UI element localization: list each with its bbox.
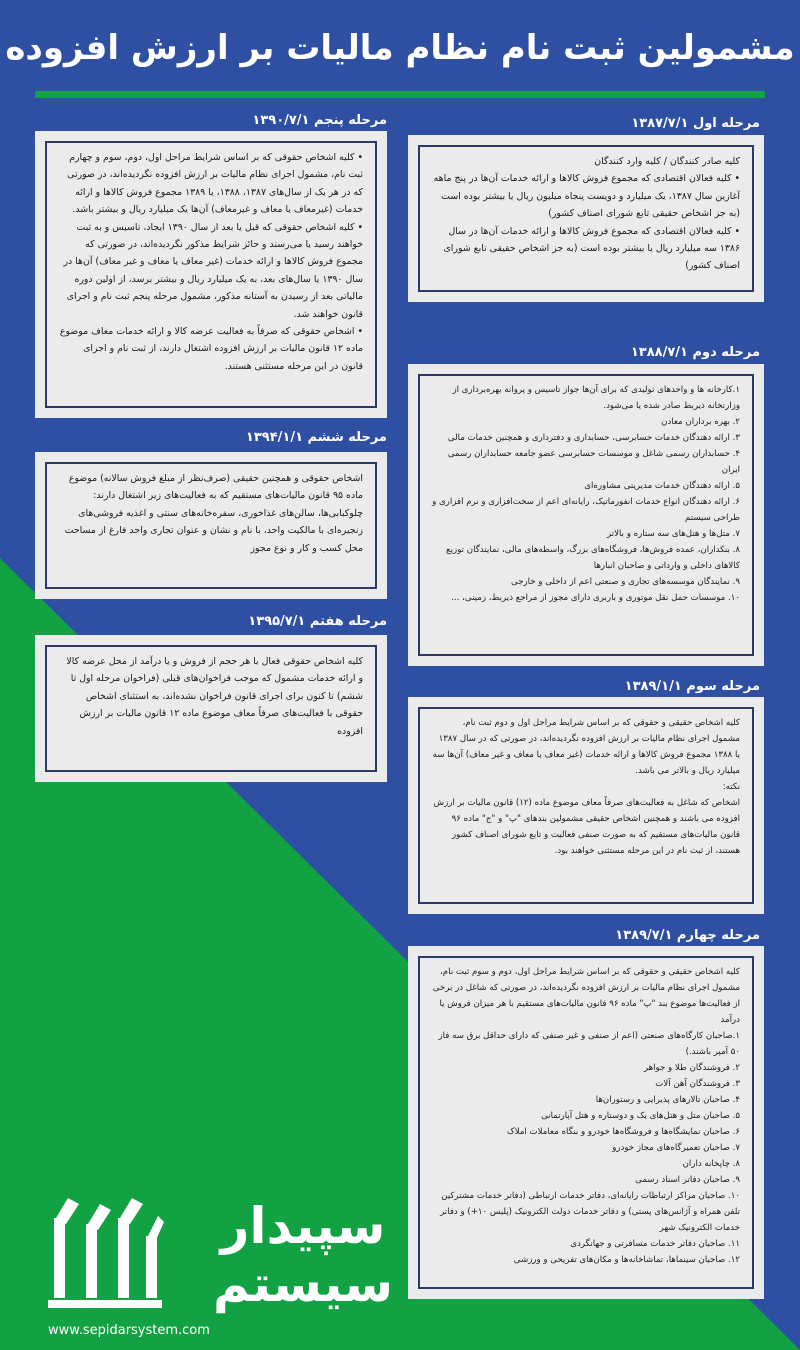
list-item: ۱۰. موسسات حمل نقل موتوری و باربری دارای مجوز از مراجع ذیربط، زمینی، ... — [451, 593, 740, 603]
stage-1-box — [408, 135, 764, 302]
list-item: ۵. صاحبان متل و هتل‌های یک و دوستاره و هتل آپارتمانی — [541, 1111, 740, 1121]
stage-3-note-label: نکته: — [722, 782, 740, 792]
stage-6-line: اشخاص حقوقی و همچنین حقیقی (صرف‌نظر از مبلغ فروش سالانه) موضوع ماده ۹۵ قانون مالیات‌های مستقیم که به فعالیت‌های زیر اشتغال دارند: چلوکبابی‌ها، سالن‌های غذاخوری، سفره‌خانه‌های سنتی و اغذیه فروشی‌های زنجیره‌ای با مالکیت واحد، با نام و نشان و عنوان تجاری واحد فارغ از مساحت محل کسب و کار و نوع مجوز — [64, 473, 363, 554]
list-item: ۴. حسابداران رسمی شاغل و موسسات حسابرسی عضو جامعه حسابداران رسمی ایران — [447, 449, 740, 475]
logo-text-line-2: سیستم — [212, 1255, 394, 1313]
stage-3-title: مرحله سوم ۱۳۸۹/۱/۱ — [624, 679, 760, 694]
stage-3-line: کلیه اشخاص حقیقی و حقوقی که بر اساس شرایط مراحل اول و دوم ثبت نام، مشمول اجرای نظام مالیات بر ارزش افزوده نگردیده‌اند، در صورتی که در سال ۱۳۸۷ یا ۱۳۸۸ مجموع فروش کالاها و ارائه خدمات (غیر معاف یا معاف و غیر معاف) آن‌ها سه میلیارد ریال و بالاتر می باشد. — [432, 718, 740, 776]
list-item: ۹. صاحبان دفاتر اسناد رسمی — [635, 1175, 740, 1185]
stage-7-line: کلیه اشخاص حقوقی فعال با هر حجم از فروش و یا درآمد از محل عرضه کالا و ارائه خدمات مشمول که موجب فراخوان‌های قبلی (فراخوان مرحله اول تا ششم) تا کنون برای اجرای قانون فراخوان نشده‌اند، به استثنای اشخاص حقوقی با فعالیت‌های صرفاً معاف موضوع ماده ۱۲ قانون مالیات بر ارزش افزوده — [66, 656, 363, 737]
stage-5-box — [35, 131, 387, 418]
stage-7-box — [35, 635, 387, 782]
stage-3-content — [418, 707, 754, 904]
stage-1-line: کلیه صادر کنندگان / کلیه وارد کنندگان — [594, 156, 740, 167]
stage-2-content — [418, 374, 754, 656]
stage-5-line: • کلیه اشخاص حقوقی که قبل یا بعد از سال ۱۳۹۰ ایجاد، تاسیس و به ثبت خواهند رسید یا می‌رسند و حائز شرایط مذکور نگردیده‌اند، در صورتی که مجموع فروش کالاها و ارائه خدمات (غیر معاف یا معاف و غیر معاف) آن‌ها در سال ۱۳۹۰ یا سال‌های بعد، به یک میلیارد ریال و بیشتر برسد، از اولین دوره مالیاتی بعد از رسیدن به آستانه مذکور، مشمول مرحله پنجم ثبت نام و اجرای قانون خواهند شد. — [63, 221, 363, 320]
stage-3-box — [408, 697, 764, 914]
title-divider — [35, 91, 765, 98]
stage-5-content — [45, 141, 377, 408]
stage-1-content — [418, 145, 754, 292]
stage-5-line: • اشخاص حقوقی که صرفاً به فعالیت عرضه کالا و ارائه خدمات معاف موضوع ماده ۱۲ قانون مالیات بر ارزش افزوده اشتغال دارند، از ثبت نام و اجرای قانون در این مرحله مستثنی هستند. — [59, 326, 363, 372]
list-item: ۱۲. صاحبان سینماها، تماشاخانه‌ها و مکان‌های تفریحی و ورزشی — [513, 1255, 740, 1265]
stage-7-content — [45, 645, 377, 772]
list-item: ۶. صاحبان نمایشگاه‌ها و فروشگاه‌ها خودرو و بنگاه معاملات املاک — [507, 1127, 740, 1137]
stage-7-title: مرحله هفتم ۱۳۹۵/۷/۱ — [248, 614, 387, 629]
list-item: ۳. ارائه دهندگان خدمات حسابرسی، حسابداری و دفترداری و همچنین خدمات مالی — [447, 433, 740, 443]
list-item: ۵. ارائه دهندگان خدمات مدیریتی مشاوره‌ای — [584, 481, 740, 491]
list-item: ۸. بنکداران، عمده فروش‌ها، فروشگاه‌های بزرگ، واسطه‌های مالی، نمایندگان توزیع کالاهای داخلی و وارداتی و صاحبان انبارها — [446, 545, 740, 571]
list-item: ۸. چاپخانه داران — [682, 1159, 740, 1169]
stage-3-line: اشخاص که شاغل به فعالیت‌های صرفاً معاف موضوع ماده (۱۲) قانون مالیات بر ارزش افزوده می باشند و همچنین اشخاص حقیقی مشمولین بندهای "پ" و "ج" ماده ۹۶ قانون مالیات‌های مستقیم که به صورت صنفی فعالیت و تابع شورای اصناف کشور هستند، از ثبت نام در این مرحله مستثنی خواهند بود. — [433, 798, 740, 856]
stage-4-intro: کلیه اشخاص حقیقی و حقوقی که بر اساس شرایط مراحل اول، دوم و سوم ثبت نام، مشمول اجرای نظام مالیات بر ارزش افزوده نگردیده‌اند، در صورتی که شاغل در برخی از فعالیت‌ها موضوع بند "پ" ماده ۹۶ قانون مالیات‌های مستقیم با هر میزان فروش یا درآمد — [432, 967, 740, 1025]
list-item: ۱.صاحبان کارگاه‌های صنعتی (اعم از صنفی و غیر صنفی که دارای حداقل برق سه فاز ۵۰ آمپر باشند.) — [438, 1031, 740, 1057]
stage-1-title: مرحله اول ۱۳۸۷/۷/۱ — [631, 116, 760, 131]
stage-6-box — [35, 452, 387, 599]
website-url: www.sepidarsystem.com — [48, 1323, 210, 1338]
sepidar-logo-icon — [46, 1196, 164, 1310]
list-item: ۱۱. صاحبان دفاتر خدمات مسافرتی و جهانگردی — [570, 1239, 740, 1249]
sepidar-logo — [38, 1196, 428, 1316]
stage-5-title: مرحله پنجم ۱۳۹۰/۷/۱ — [252, 113, 387, 128]
list-item: ۴. صاحبان تالارهای پذیرایی و رستوران‌ها — [595, 1095, 740, 1105]
list-item: ۳. فروشندگان آهن آلات — [655, 1079, 740, 1089]
stage-4-content — [418, 956, 754, 1289]
stage-4-title: مرحله چهارم ۱۳۸۹/۷/۱ — [615, 928, 760, 943]
stage-6-content — [45, 462, 377, 589]
logo-text-line-1: سپیدار — [220, 1197, 386, 1255]
list-item: ۶. ارائه دهندگان انواع خدمات انفورماتیک، رایانه‌ای اعم از سخت‌افزاری و نرم افزاری و طراحی سیستم — [432, 497, 740, 523]
stage-1-line: • کلیه فعالان اقتصادی که مجموع فروش کالاها و ارائه خدمات آن‌ها در سال ۱۳۸۶ سه میلیارد ریال یا بیشتر بوده است (به جز اشخاص حقیقی تابع شورای اصناف کشور) — [443, 225, 740, 272]
stage-6-title: مرحله ششم ۱۳۹۴/۱/۱ — [245, 430, 387, 445]
list-item: ۷. متل‌ها و هتل‌های سه ستاره و بالاتر — [606, 529, 740, 539]
list-item: ۹. نمایندگان موسسه‌های تجاری و صنعتی اعم از داخلی و خارجی — [511, 577, 740, 587]
stage-5-line: • کلیه اشخاص حقوقی که بر اساس شرایط مراحل اول، دوم، سوم و چهارم ثبت نام، مشمول اجرای نظام مالیات بر ارزش افزوده نگردیده‌اند، در صورتی که در هر یک از سال‌های ۱۳۸۷، ۱۳۸۸، یا ۱۳۸۹ مجموع فروش کالاها و ارائه خدمات (غیرمعاف یا معاف و غیرمعاف) آن‌ها یک میلیارد ریال و بیشتر باشد. — [67, 152, 363, 216]
page-title: مشمولین ثبت نام نظام مالیات بر ارزش افزوده — [5, 28, 795, 68]
list-item: ۲. فروشندگان طلا و جواهر — [643, 1063, 740, 1073]
list-item: ۲. بهره برداران معادن — [661, 417, 740, 427]
list-item: ۱.کارخانه ها و واحدهای تولیدی که برای آن‌ها جواز تاسیس و پروانه بهره‌برداری از وزارتخانه ذیربط صادر شده یا می‌شود. — [452, 385, 740, 411]
list-item: ۷. صاحبان تعمیرگاه‌های مجاز خودرو — [612, 1143, 740, 1153]
list-item: ۱۰. صاحبان مراکز ارتباطات رایانه‌ای، دفاتر خدمات ارتباطی (دفاتر خدمات مشترکین تلفن همراه و آژانس‌های پستی) و دفاتر خدمات دولت الکترونیک (پلیس ۱۰+) و دفاتر خدمات الکترونیک شهر — [440, 1191, 740, 1233]
stage-1-line: • کلیه فعالان اقتصادی که مجموع فروش کالاها و ارائه خدمات آن‌ها در پنج ماهه آغازین سال ۱۳۸۷، یک میلیارد و دویست پنجاه میلیون ریال یا بیشتر بوده است (به جز اشخاص حقیقی تابع شورای اصناف کشور) — [433, 173, 740, 220]
stage-2-box — [408, 364, 764, 666]
stage-4-box — [408, 946, 764, 1299]
stage-2-title: مرحله دوم ۱۳۸۸/۷/۱ — [630, 345, 760, 360]
